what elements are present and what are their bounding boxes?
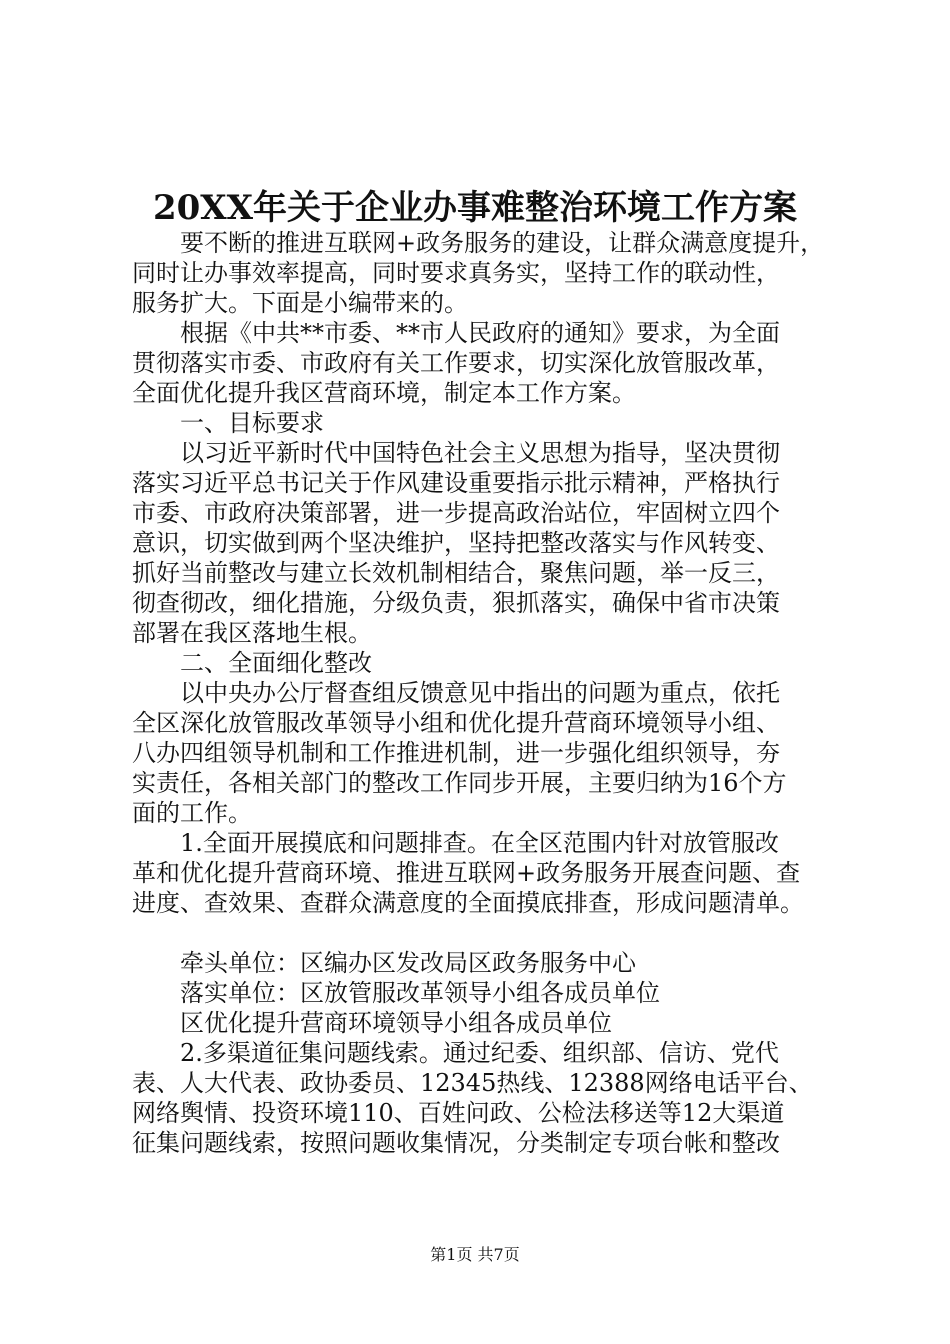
text-line: 全区深化放管服改革领导小组和优化提升营商环境领导小组、 — [132, 709, 780, 737]
text-line: 表、人大代表、政协委员、12345热线、12388网络电话平台、 — [132, 1069, 813, 1097]
text-line: 革和优化提升营商环境、推进互联网+政务服务开展查问题、查 — [132, 859, 801, 887]
text-line: 八办四组领导机制和工作推进机制，进一步强化组织领导，夯 — [132, 739, 780, 767]
text-line: 抓好当前整改与建立长效机制相结合，聚焦问题，举一反三， — [132, 559, 780, 587]
text-line: 贯彻落实市委、市政府有关工作要求，切实深化放管服改革， — [132, 349, 780, 377]
text-line: 面的工作。 — [132, 799, 252, 827]
text-line: 2.多渠道征集问题线索。通过纪委、组织部、信访、党代 — [180, 1039, 779, 1067]
text-line: 同时让办事效率提高，同时要求真务实，坚持工作的联动性， — [132, 259, 780, 287]
text-line: 实责任，各相关部门的整改工作同步开展，主要归纳为16个方 — [132, 769, 787, 797]
document-body — [132, 228, 852, 1158]
text-line: 以中央办公厅督查组反馈意见中指出的问题为重点，依托 — [180, 679, 780, 707]
text-line: 落实单位：区放管服改革领导小组各成员单位 — [180, 979, 660, 1007]
page-title: 20XX年关于企业办事难整治环境工作方案 — [152, 188, 798, 228]
text-line: 牵头单位：区编办区发改局区政务服务中心 — [180, 949, 636, 977]
text-line: 根据《中共**市委、**市人民政府的通知》要求，为全面 — [180, 319, 780, 347]
text-line: 要不断的推进互联网+政务服务的建设，让群众满意度提升， — [180, 229, 825, 257]
text-line: 全面优化提升我区营商环境，制定本工作方案。 — [132, 379, 636, 407]
text-line: 进度、查效果、查群众满意度的全面摸底排查，形成问题清单。 — [132, 889, 804, 917]
section-heading: 二、全面细化整改 — [180, 649, 372, 677]
text-line: 落实习近平总书记关于作风建设重要指示批示精神，严格执行 — [132, 469, 780, 497]
text-line: 1.全面开展摸底和问题排查。在全区范围内针对放管服改 — [180, 829, 779, 857]
page-number: 第1页 共7页 — [430, 1245, 520, 1264]
text-line: 以习近平新时代中国特色社会主义思想为指导，坚决贯彻 — [180, 439, 780, 467]
text-line: 服务扩大。下面是小编带来的。 — [132, 289, 468, 317]
text-line: 征集问题线索，按照问题收集情况，分类制定专项台帐和整改 — [132, 1129, 780, 1157]
text-line: 区优化提升营商环境领导小组各成员单位 — [180, 1009, 612, 1037]
section-heading: 一、目标要求 — [180, 409, 324, 437]
text-line: 市委、市政府决策部署，进一步提高政治站位，牢固树立四个 — [132, 499, 780, 527]
text-line: 意识，切实做到两个坚决维护，坚持把整改落实与作风转变、 — [132, 529, 780, 557]
blank-line — [132, 918, 852, 948]
text-line: 彻查彻改，细化措施，分级负责，狠抓落实，确保中省市决策 — [132, 589, 780, 617]
text-line: 网络舆情、投资环境110、百姓问政、公检法移送等12大渠道 — [132, 1099, 785, 1127]
text-line: 部署在我区落地生根。 — [132, 619, 372, 647]
